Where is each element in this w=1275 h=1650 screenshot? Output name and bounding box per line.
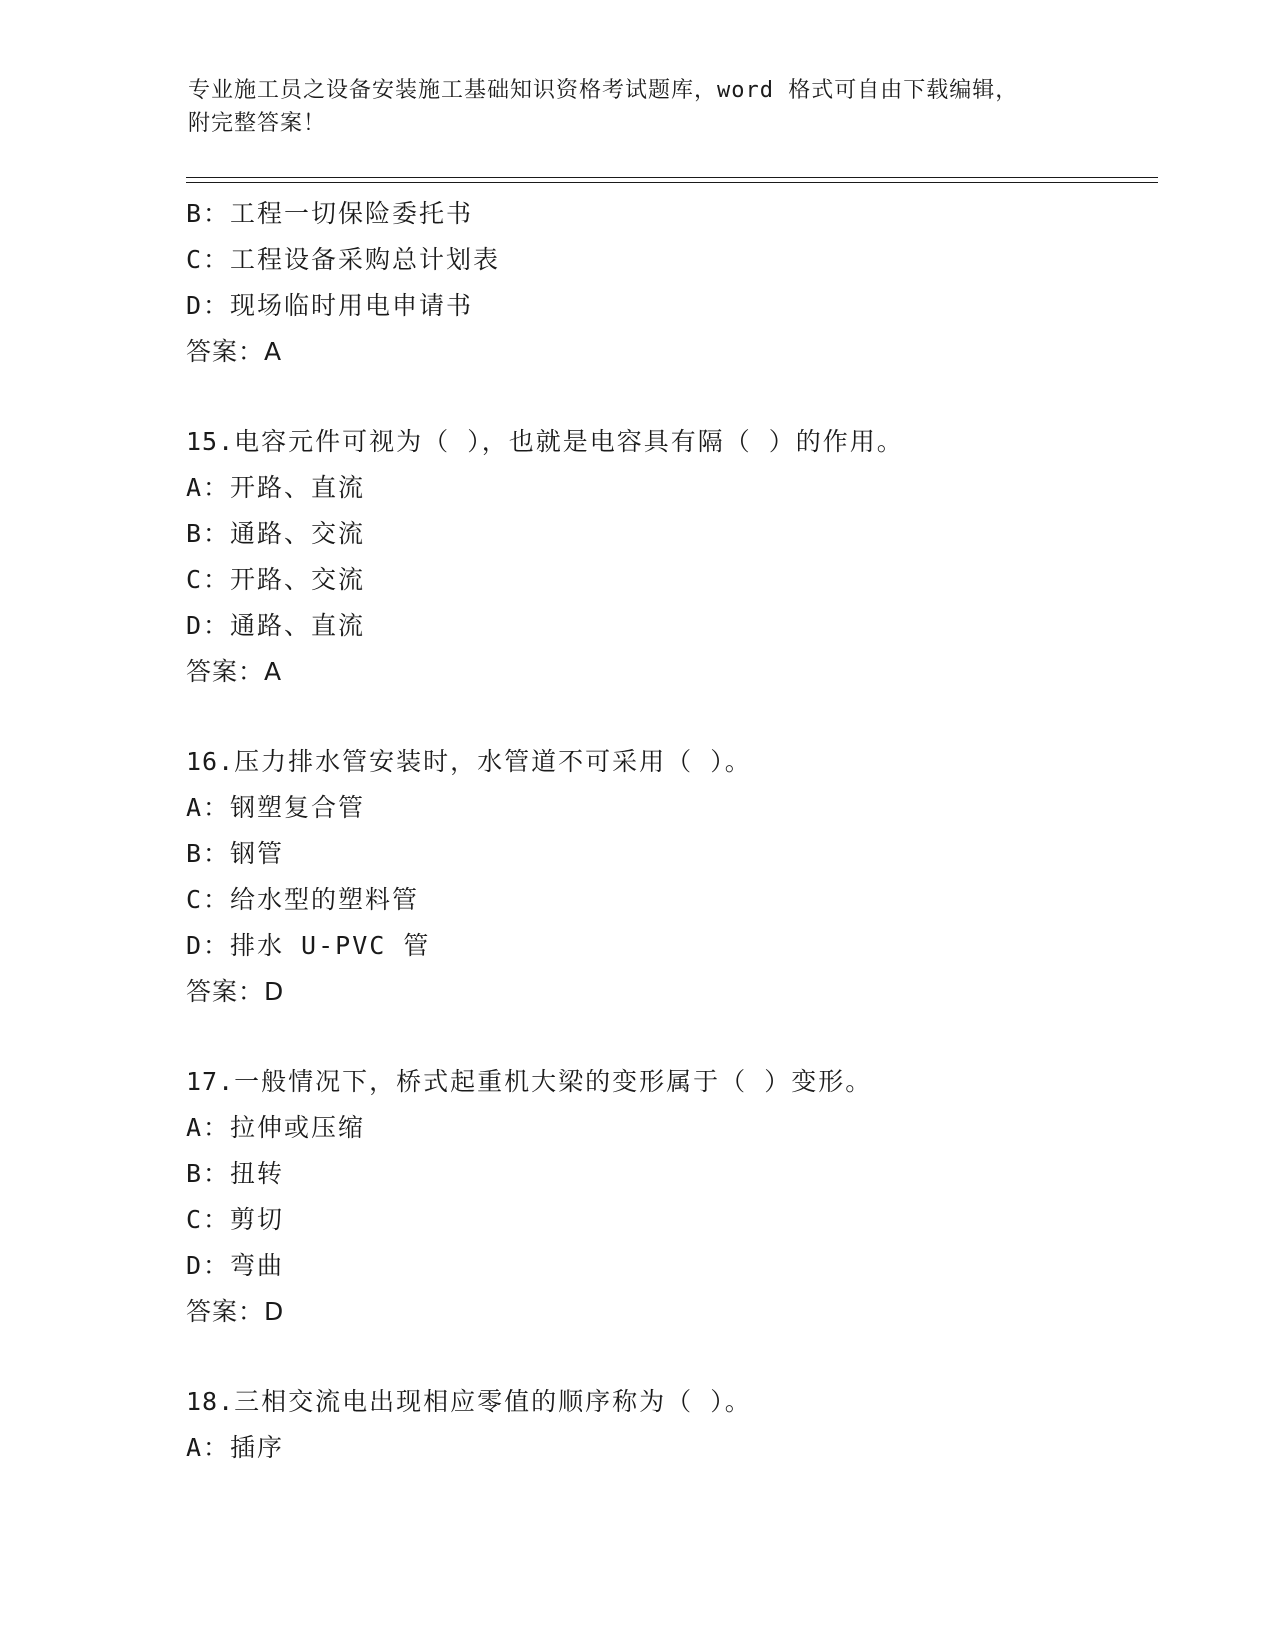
- question-list: [186, 191, 1166, 1471]
- question-17: [186, 1059, 1166, 1335]
- answer-value: A: [264, 337, 283, 366]
- option-text: 开路、交流: [230, 565, 366, 594]
- question-stem: [186, 1379, 1166, 1425]
- header-line-2: 附完整答案！: [188, 111, 327, 136]
- option-letter: D：: [186, 611, 231, 640]
- option-letter: B：: [186, 199, 231, 228]
- option-text: 工程一切保险委托书: [230, 199, 474, 228]
- option-letter: D：: [186, 1251, 231, 1280]
- question-text: 三相交流电出现相应零值的顺序称为（ ）。: [234, 1387, 752, 1416]
- option-d: [186, 603, 1166, 649]
- option-letter: A：: [186, 1433, 231, 1462]
- question-stem: [186, 1059, 1166, 1105]
- question-number: 18.: [186, 1387, 235, 1416]
- answer-value: A: [264, 657, 283, 686]
- option-text: 扭转: [230, 1159, 285, 1188]
- option-d: [186, 1243, 1166, 1289]
- answer-line: [186, 1289, 1166, 1335]
- question-partial: [186, 191, 1166, 375]
- option-letter: C：: [186, 1205, 231, 1234]
- spacer: [186, 1015, 1166, 1059]
- option-b: [186, 1151, 1166, 1197]
- option-letter: C：: [186, 885, 231, 914]
- option-letter: D：: [186, 291, 231, 320]
- option-text: 通路、直流: [230, 611, 366, 640]
- spacer: [186, 1335, 1166, 1379]
- answer-label: 答案：: [186, 977, 265, 1006]
- option-a: [186, 785, 1166, 831]
- option-text: 通路、交流: [230, 519, 366, 548]
- option-text: 现场临时用电申请书: [230, 291, 474, 320]
- option-letter: C：: [186, 565, 231, 594]
- header-line-1: 专业施工员之设备安装施工基础知识资格考试题库，word 格式可自由下载编辑，: [188, 78, 1019, 103]
- option-letter: A：: [186, 793, 231, 822]
- option-text: 排水 U-PVC 管: [230, 931, 431, 960]
- question-stem: [186, 739, 1166, 785]
- option-a: [186, 1105, 1166, 1151]
- option-text: 拉伸或压缩: [230, 1113, 366, 1142]
- answer-line: [186, 649, 1166, 695]
- option-a: [186, 1425, 1166, 1471]
- option-b: [186, 191, 1166, 237]
- question-text: 电容元件可视为（ ），也就是电容具有隔（ ）的作用。: [234, 427, 904, 456]
- option-letter: A：: [186, 1113, 231, 1142]
- answer-label: 答案：: [186, 657, 265, 686]
- question-text: 一般情况下，桥式起重机大梁的变形属于（ ）变形。: [234, 1067, 873, 1096]
- question-15: [186, 419, 1166, 695]
- option-b: [186, 511, 1166, 557]
- answer-line: [186, 329, 1166, 375]
- option-letter: C：: [186, 245, 231, 274]
- option-text: 弯曲: [230, 1251, 285, 1280]
- option-text: 给水型的塑料管: [230, 885, 420, 914]
- option-c: [186, 1197, 1166, 1243]
- option-letter: B：: [186, 1159, 231, 1188]
- option-text: 钢管: [230, 839, 285, 868]
- document-header: [188, 74, 1088, 140]
- option-letter: A：: [186, 473, 231, 502]
- option-c: [186, 877, 1166, 923]
- option-text: 插序: [230, 1433, 285, 1462]
- option-d: [186, 283, 1166, 329]
- question-number: 16.: [186, 747, 235, 776]
- question-number: 17.: [186, 1067, 235, 1096]
- header-divider-bottom: [186, 182, 1158, 183]
- spacer: [186, 695, 1166, 739]
- question-number: 15.: [186, 427, 235, 456]
- option-text: 剪切: [230, 1205, 285, 1234]
- question-text: 压力排水管安装时，水管道不可采用（ ）。: [234, 747, 752, 776]
- option-text: 工程设备采购总计划表: [230, 245, 501, 274]
- option-b: [186, 831, 1166, 877]
- option-letter: B：: [186, 839, 231, 868]
- answer-line: [186, 969, 1166, 1015]
- answer-label: 答案：: [186, 337, 265, 366]
- option-text: 开路、直流: [230, 473, 366, 502]
- option-letter: D：: [186, 931, 231, 960]
- option-letter: B：: [186, 519, 231, 548]
- option-c: [186, 237, 1166, 283]
- header-divider-top: [186, 177, 1158, 178]
- option-c: [186, 557, 1166, 603]
- question-16: [186, 739, 1166, 1015]
- option-d: [186, 923, 1166, 969]
- question-18: [186, 1379, 1166, 1471]
- question-stem: [186, 419, 1166, 465]
- answer-value: D: [264, 1297, 285, 1326]
- answer-value: D: [264, 977, 285, 1006]
- option-text: 钢塑复合管: [230, 793, 366, 822]
- option-a: [186, 465, 1166, 511]
- answer-label: 答案：: [186, 1297, 265, 1326]
- spacer: [186, 375, 1166, 419]
